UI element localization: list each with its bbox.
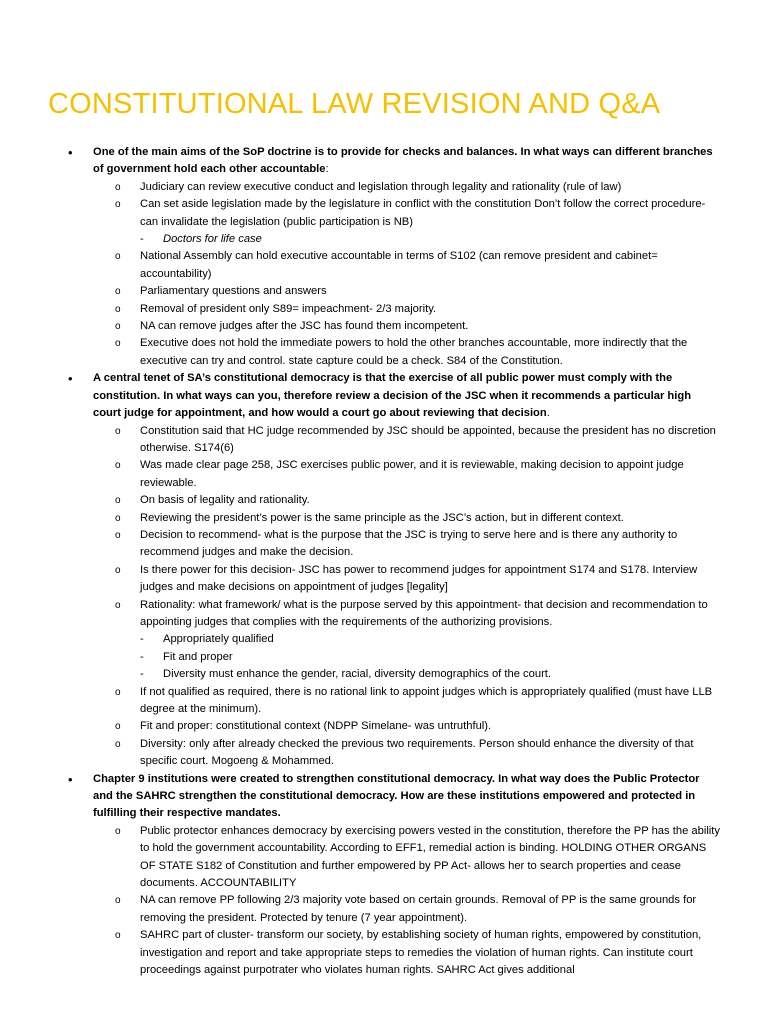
dash-marker: - — [140, 233, 144, 246]
answer-item — [0, 597, 768, 632]
answer-item — [0, 301, 768, 318]
bullet-marker: • — [68, 771, 73, 787]
sub-point-text: Fit and proper — [163, 650, 233, 663]
answer-item — [0, 283, 768, 300]
answer-text: Is there power for this decision- JSC has power to recommend judges for appointment S174 and S178. Interview judges and make decisions on appointment of judges [legality] — [140, 563, 698, 594]
circle-bullet-marker: o — [115, 738, 121, 750]
circle-bullet-marker: o — [115, 686, 121, 698]
circle-bullet-marker: o — [115, 251, 121, 263]
question-text: One of the main aims of the SoP doctrine is to provide for checks and balances. In what ways can different branches of government hold each other accountable — [93, 146, 713, 176]
answer-text: SAHRC part of cluster- transform our society, by establishing society of human rights, empowered by constitution, investigation and report and take appropriate steps to remedies the violation of human rights. Can institute court proceedings against purpotrater who violates human rights. SAHRC Act gives additional — [140, 929, 702, 977]
answer-text: Parliamentary questions and answers — [140, 285, 327, 298]
answer-item — [0, 718, 768, 735]
circle-bullet-marker: o — [115, 599, 121, 611]
circle-bullet-marker: o — [115, 338, 121, 350]
sub-point-text: Appropriately qualified — [163, 633, 274, 646]
sub-point-item — [0, 231, 768, 248]
circle-bullet-marker: o — [115, 286, 121, 298]
answer-text: Was made clear page 258, JSC exercises public power, and it is reviewable, making decision to appoint judge reviewable. — [140, 459, 684, 489]
circle-bullet-marker: o — [115, 895, 121, 907]
dash-marker: - — [140, 633, 144, 646]
sub-point-text: Doctors for life case — [163, 233, 262, 246]
answer-text: Removal of president only S89= impeachment- 2/3 majority. — [140, 302, 437, 315]
document-body — [0, 144, 768, 980]
bullet-marker: • — [68, 145, 73, 160]
question-text: A central tenet of SA’s constitutional democracy is that the exercise of all public power must comply with the constitution. In what ways can you, therefore review a decision of the JSC when it recommends a particular high court judge for appointment, and how would a court go about reviewing that decision — [93, 372, 692, 420]
answer-item — [0, 684, 768, 719]
answer-text: Diversity: only after already checked the previous two requirements. Person should enhance the diversity of that specific court. Mogoeng & Mohammed. — [140, 737, 694, 768]
answer-item — [0, 927, 768, 979]
bullet-marker: • — [68, 371, 73, 387]
sub-point-text: Diversity must enhance the gender, racial, diversity demographics of the court. — [163, 668, 552, 681]
question-item — [0, 144, 768, 179]
answer-item — [0, 492, 768, 509]
answer-text: NA can remove judges after the JSC has found them incompetent. — [140, 320, 469, 333]
answer-text: If not qualified as required, there is no rational link to appoint judges which is appropriately qualified (must have LLB degree at the minimum). — [140, 685, 713, 715]
question-tail: : — [325, 163, 329, 176]
dash-marker: - — [140, 668, 144, 681]
circle-bullet-marker: o — [115, 425, 121, 437]
answer-item — [0, 179, 768, 196]
answer-item — [0, 248, 768, 283]
answer-item — [0, 510, 768, 527]
answer-item — [0, 335, 768, 370]
answer-text: NA can remove PP following 2/3 majority vote based on certain grounds. Removal of PP is the same grounds for removing the president. Protected by tenure (7 year appointment). — [140, 894, 697, 924]
answer-item — [0, 318, 768, 335]
question-item — [0, 771, 768, 823]
answer-item — [0, 892, 768, 927]
sub-point-item — [0, 649, 768, 666]
circle-bullet-marker: o — [115, 512, 121, 524]
dash-marker: - — [140, 650, 144, 663]
answer-text: Public protector enhances democracy by exercising powers vested in the constitution, therefore the PP has the ability to hold the government accountability. According to EFF1, remedial action is binding. HOLDING OTHER ORGANS OF STATE S182 of Constitution and further empowered by PP Act- allows her to search properties and cease documents. ACCOUNTABILITY — [140, 824, 720, 890]
sub-point-item — [0, 631, 768, 648]
question-item — [0, 370, 768, 422]
answer-text: National Assembly can hold executive accountable in terms of S102 (can remove president and cabinet= accountability) — [140, 250, 658, 280]
answer-text: Executive does not hold the immediate powers to hold the other branches accountable, more indirectly that the executive can try and control. state capture could be a check. S84 of the Constitution. — [140, 337, 688, 367]
answer-text: Rationality: what framework/ what is the purpose served by this appointment- that decision and recommendation to appointing judges that complies with the requirements of the authorizing provisions. — [140, 598, 708, 628]
circle-bullet-marker: o — [115, 199, 121, 211]
circle-bullet-marker: o — [115, 564, 121, 576]
answer-item — [0, 423, 768, 458]
answer-item — [0, 736, 768, 771]
circle-bullet-marker: o — [115, 460, 121, 472]
document-title: CONSTITUTIONAL LAW REVISION AND Q&A — [48, 88, 661, 120]
answer-text: Judiciary can review executive conduct and legislation through legality and rationality (rule of law) — [140, 180, 622, 193]
answer-text: Decision to recommend- what is the purpose that the JSC is trying to serve here and is there any authority to recommend judges and make the decision. — [140, 528, 678, 559]
circle-bullet-marker: o — [115, 321, 121, 333]
circle-bullet-marker: o — [115, 825, 121, 837]
answer-text: Fit and proper: constitutional context (NDPP Simelane- was untruthful). — [140, 720, 492, 733]
circle-bullet-marker: o — [115, 930, 121, 942]
circle-bullet-marker: o — [115, 181, 121, 193]
answer-item — [0, 562, 768, 597]
answer-item — [0, 196, 768, 231]
circle-bullet-marker: o — [115, 495, 121, 507]
answer-item — [0, 823, 768, 893]
sub-point-item — [0, 666, 768, 683]
question-text: Chapter 9 institutions were created to strengthen constitutional democracy. In what way does the Public Protector and the SAHRC strengthen the constitutional democracy. How are these institutions empowered and protected in fulfilling their respective mandates. — [93, 772, 700, 820]
answer-text: Reviewing the president’s power is the same principle as the JSC’s action, but in different context. — [140, 511, 624, 524]
answer-text: Can set aside legislation made by the legislature in conflict with the constitution Don’t follow the correct procedure- can invalidate the legislation (public participation is NB) — [140, 198, 706, 228]
answer-item — [0, 457, 768, 492]
circle-bullet-marker: o — [115, 721, 121, 733]
answer-text: Constitution said that HC judge recommended by JSC should be appointed, because the president has no discretion otherwise. S174(6) — [140, 424, 716, 454]
circle-bullet-marker: o — [115, 529, 121, 541]
circle-bullet-marker: o — [115, 303, 121, 315]
answer-item — [0, 527, 768, 562]
answer-text: On basis of legality and rationality. — [140, 494, 310, 507]
question-tail: . — [546, 407, 550, 420]
